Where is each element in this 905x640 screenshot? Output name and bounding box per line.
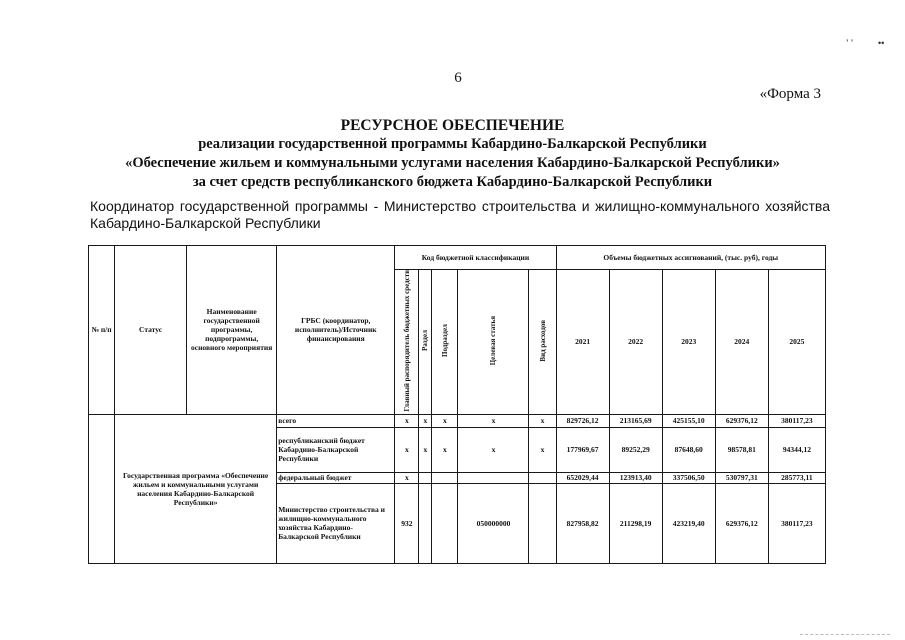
row-vr: x bbox=[529, 414, 556, 427]
row-v2021: 177969,67 bbox=[556, 427, 609, 472]
row-vr bbox=[529, 483, 556, 563]
table-row bbox=[89, 414, 826, 427]
row-v2024: 530797,31 bbox=[715, 472, 768, 483]
document-title: РЕСУРСНОЕ ОБЕСПЕЧЕНИЕ bbox=[340, 117, 565, 134]
header-kbk-vr: Вид расходов bbox=[529, 270, 556, 415]
row-grbs: 932 bbox=[395, 483, 419, 563]
page-number: 6 bbox=[454, 70, 462, 86]
title-line-3: «Обеспечение жильем и коммунальными услугами населения Кабардино-Балкарской Республики» bbox=[125, 155, 780, 171]
row-v2022: 89252,29 bbox=[609, 427, 662, 472]
row-razdel bbox=[419, 483, 432, 563]
header-kbk-cs: Целевая статья bbox=[458, 270, 529, 415]
program-num-cell bbox=[89, 414, 115, 563]
header-row-1 bbox=[89, 246, 826, 270]
header-year-2021: 2021 bbox=[556, 270, 609, 415]
row-vr bbox=[529, 472, 556, 483]
row-v2023: 425155,10 bbox=[662, 414, 715, 427]
form-label: «Форма 3 bbox=[759, 86, 821, 102]
header-year-2025: 2025 bbox=[768, 270, 825, 415]
row-v2021: 829726,12 bbox=[556, 414, 609, 427]
row-grbs: x bbox=[395, 414, 419, 427]
row-v2025: 285773,11 bbox=[768, 472, 825, 483]
header-kbk-group: Код бюджетной классификации bbox=[395, 246, 556, 270]
title-line-4: за счет средств республиканского бюджета Кабардино-Балкарской Республики bbox=[192, 174, 713, 190]
program-name-cell: Государственная программа «Обеспечение жильем и коммунальными услугами населения Кабардино-Балкарской Республики» bbox=[115, 414, 277, 563]
row-v2022: 211298,19 bbox=[609, 483, 662, 563]
header-grbs-source: ГРБС (координатор, исполнитель)/Источник финансирования bbox=[277, 246, 395, 415]
header-kbk-podrazdel: Подраздел bbox=[432, 270, 458, 415]
header-year-2022: 2022 bbox=[609, 270, 662, 415]
row-podrazdel bbox=[432, 472, 458, 483]
header-kbk-razdel: Раздел bbox=[419, 270, 432, 415]
row-grbs: x bbox=[395, 427, 419, 472]
row-v2024: 629376,12 bbox=[715, 483, 768, 563]
row-v2024: 629376,12 bbox=[715, 414, 768, 427]
header-volume-group: Объемы бюджетных ассигнований, (тыс. руб), годы bbox=[556, 246, 825, 270]
row-cs: x bbox=[458, 427, 529, 472]
row-razdel: x bbox=[419, 427, 432, 472]
row-source: всего bbox=[277, 414, 395, 427]
row-podrazdel: x bbox=[432, 427, 458, 472]
row-v2025: 380117,23 bbox=[768, 414, 825, 427]
header-num: № п/п bbox=[89, 246, 115, 415]
row-v2022: 213165,69 bbox=[609, 414, 662, 427]
header-name: Наименование государственной программы, подпрограммы, основного мероприятия bbox=[187, 246, 277, 415]
scan-edge-line bbox=[800, 634, 890, 637]
row-podrazdel bbox=[432, 483, 458, 563]
coordinator-text: Координатор государственной программы - Министерство строительства и жилищно-коммунального хозяйства Кабардино-Балкарской Республики bbox=[90, 198, 830, 231]
row-vr: x bbox=[529, 427, 556, 472]
row-cs bbox=[458, 472, 529, 483]
resource-table bbox=[88, 245, 826, 564]
header-year-2024: 2024 bbox=[715, 270, 768, 415]
row-v2022: 123913,40 bbox=[609, 472, 662, 483]
row-v2023: 423219,40 bbox=[662, 483, 715, 563]
row-v2023: 337506,50 bbox=[662, 472, 715, 483]
row-v2025: 380117,23 bbox=[768, 483, 825, 563]
row-source: федеральный бюджет bbox=[277, 472, 395, 483]
row-cs: x bbox=[458, 414, 529, 427]
header-status: Статус bbox=[115, 246, 187, 415]
row-v2025: 94344,12 bbox=[768, 427, 825, 472]
scan-mark-2: •• bbox=[878, 38, 885, 48]
row-v2021: 652029,44 bbox=[556, 472, 609, 483]
header-kbk-grbs: Главный распорядитель бюджетных средств bbox=[395, 270, 419, 415]
row-cs: 050000000 bbox=[458, 483, 529, 563]
row-v2021: 827958,82 bbox=[556, 483, 609, 563]
row-razdel bbox=[419, 472, 432, 483]
row-source: Министерство строительства и жилищно-коммунального хозяйства Кабардино-Балкарской Республики bbox=[277, 483, 395, 563]
document-title-block bbox=[0, 116, 905, 192]
row-v2024: 98578,81 bbox=[715, 427, 768, 472]
header-year-2023: 2023 bbox=[662, 270, 715, 415]
row-grbs: x bbox=[395, 472, 419, 483]
row-razdel: x bbox=[419, 414, 432, 427]
scan-mark-1: ' ' bbox=[846, 38, 854, 48]
row-source: республиканский бюджет Кабардино-Балкарской Республики bbox=[277, 427, 395, 472]
row-podrazdel: x bbox=[432, 414, 458, 427]
title-line-2: реализации государственной программы Кабардино-Балкарской Республики bbox=[198, 136, 707, 152]
row-v2023: 87648,60 bbox=[662, 427, 715, 472]
